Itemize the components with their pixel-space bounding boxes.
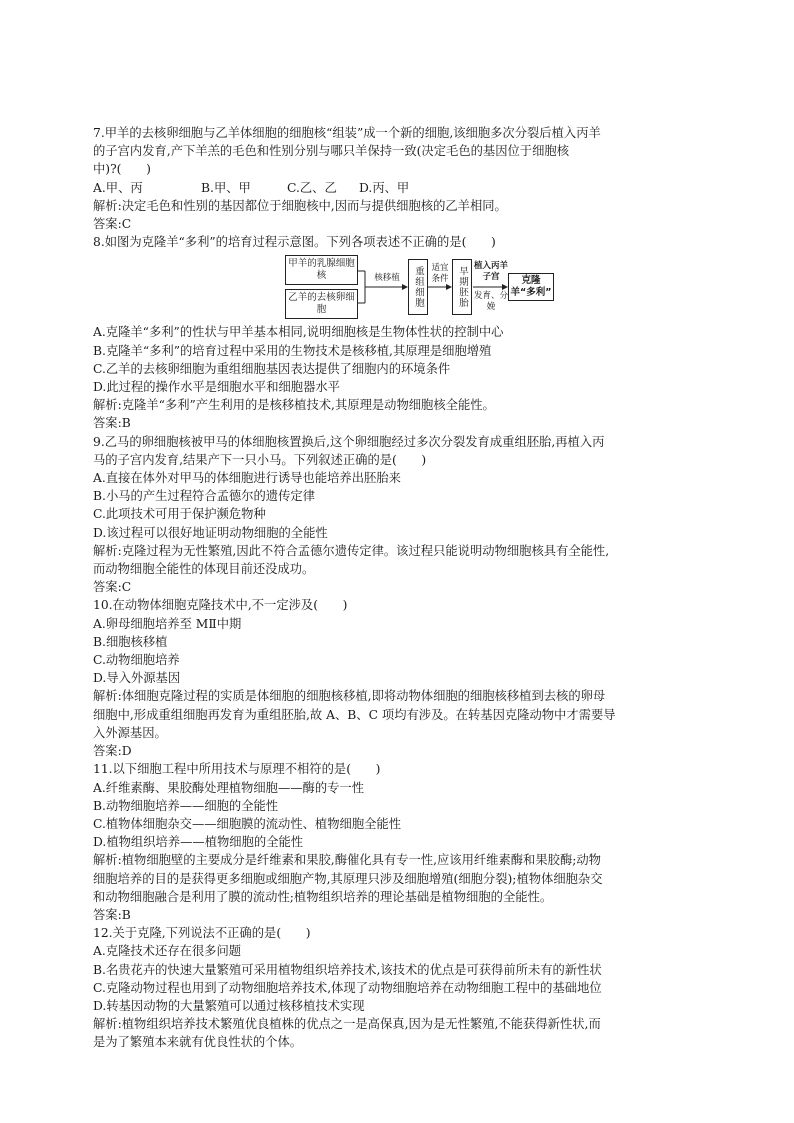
q8-analysis: 解析:克隆羊“多利”产生利用的是核移植技术,其原理是动物细胞核全能性。 [93,398,495,413]
q7-option-c: C.乙、乙 [287,180,337,195]
q9-option-c: C.此项技术可用于保护濒危物种 [93,507,266,522]
q7-options [93,179,713,197]
q12-option-b: B.名贵花卉的快速大量繁殖可采用植物组织培养技术,该技术的优点是可获得前所未有的新性状 [93,962,602,977]
q8-option-b: B.克隆羊“多利”的培育过程中采用的生物技术是核移植,其原理是细胞增殖 [93,343,492,358]
q11-option-b: B.动物细胞培养——细胞的全能性 [93,798,279,813]
diagram-connectors [93,253,713,321]
question-12 [93,924,713,1051]
q8-option-c: C.乙羊的去核卵细胞为重组细胞基因表达提供了细胞内的环境条件 [93,361,451,376]
q9-analysis-line-1: 解析:克隆过程为无性繁殖,因此不符合孟德尔遗传定律。该过程只能说明动物细胞核具有全能性, [93,543,610,558]
box-cloned-sheep-dolly: 克隆羊“多利” [508,273,554,301]
q7-stem-line-2: 的子宫内发育,产下羊羔的毛色和性别分别与哪只羊保持一致(决定毛色的基因位于细胞核 [93,144,569,159]
q11-option-d: D.植物组织培养——植物细胞的全能性 [93,835,304,850]
box-donor-nucleus: 甲羊的乳腺细胞核 [285,255,358,285]
q7-option-b: B.甲、甲 [201,180,251,195]
q9-stem-line-2: 马的子宫内发育,结果产下一只小马。下列叙述正确的是( ) [93,452,427,467]
label-implant-uterus: 植入丙羊子宫 [474,261,509,283]
q7-answer: 答案:C [93,217,132,232]
q11-stem: 11.以下细胞工程中所用技术与原理不相符的是( ) [93,762,381,777]
q8-option-a: A.克隆羊“多利”的性状与甲羊基本相同,说明细胞核是生物体性状的控制中心 [93,325,504,340]
question-10 [93,596,713,760]
box-enucleated-egg: 乙羊的去核卵细胞 [285,289,358,319]
q11-option-a: A.纤维素酶、果胶酶处理植物细胞——酶的专一性 [93,780,365,795]
q11-analysis-line-2: 细胞培养的目的是获得更多细胞或细胞产物,其原理只涉及细胞增殖(细胞分裂);植物体细胞杂交 [93,871,603,886]
question-7 [93,124,713,233]
q7-stem-line-3: 中)?( ) [93,162,151,177]
q8-answer: 答案:B [93,416,131,431]
q10-analysis-line-3: 入外源基因。 [93,725,167,740]
q7-option-a: A.甲、丙 [93,180,143,195]
q9-option-a: A.直接在体外对甲马的体细胞进行诱导也能培养出胚胎来 [93,471,401,486]
box-early-embryo-text: 早期胚胎 [457,266,468,309]
q7-option-d: D.丙、甲 [359,180,410,195]
question-9 [93,433,713,597]
q10-option-c: C.动物细胞培养 [93,653,180,668]
q9-answer: 答案:C [93,580,132,595]
q9-option-b: B.小马的产生过程符合孟德尔的遗传定律 [93,489,315,504]
q12-option-c: C.克隆动物过程也用到了动物细胞培养技术,体现了动物细胞培养在动物细胞工程中的基础地位 [93,980,602,995]
q11-analysis-line-1: 解析:植物细胞壁的主要成分是纤维素和果胶,酶催化具有专一性,应该用纤维素酶和果胶酶;动物 [93,853,601,868]
question-11 [93,760,713,924]
q7-stem-line-1: 7.甲羊的去核卵细胞与乙羊体细胞的细胞核“组装”成一个新的细胞,该细胞多次分裂后植入丙羊 [93,126,601,140]
q9-option-d: D.该过程可以很好地证明动物细胞的全能性 [93,525,328,540]
q10-stem: 10.在动物体细胞克隆技术中,不一定涉及( ) [93,598,348,613]
q12-option-a: A.克隆技术还存在很多问题 [93,944,242,959]
q11-option-c: C.植物体细胞杂交——细胞膜的流动性、植物细胞全能性 [93,816,402,831]
q10-option-a: A.卵母细胞培养至 MⅡ中期 [93,616,242,631]
document-page [93,124,713,1052]
box-recombinant-cell [408,259,428,315]
cloning-process-diagram [93,253,713,321]
q12-analysis-line-2: 是为了繁殖本来就有优良性状的个体。 [93,1035,303,1050]
q12-stem: 12.关于克隆,下列说法不正确的是( ) [93,926,311,941]
q10-analysis-line-2: 细胞中,形成重组细胞再发育为重组胚胎,故 A、B、C 项均有涉及。在转基因克隆动物中才需要导 [93,707,616,722]
q10-analysis-line-1: 解析:体细胞克隆过程的实质是体细胞的细胞核移植,即将动物体细胞的细胞核移植到去核的卵母 [93,689,606,704]
label-suitable-conditions: 适宜条件 [431,263,449,285]
q9-stem-line-1: 9.乙马的卵细胞核被甲马的体细胞核置换后,这个卵细胞经过多次分裂发育成重组胚胎,再植入丙 [93,434,605,449]
q12-analysis-line-1: 解析:植物组织培养技术繁殖优良植株的优点之一是高保真,因为是无性繁殖,不能获得新性状,而 [93,1017,601,1032]
label-develop-birth: 发育、分娩 [474,291,509,313]
q8-option-d: D.此过程的操作水平是细胞水平和细胞器水平 [93,380,340,395]
box-early-embryo [452,259,472,315]
q12-option-d: D.转基因动物的大量繁殖可以通过核移植技术实现 [93,998,365,1013]
q10-option-b: B.细胞核移植 [93,634,168,649]
question-8 [93,233,713,432]
q7-analysis: 解析:决定毛色和性别的基因都位于细胞核中,因而与提供细胞核的乙羊相同。 [93,198,507,213]
box-recombinant-cell-text: 重组细胞 [413,266,424,309]
q11-analysis-line-3: 和动物细胞融合是利用了膜的流动性;植物组织培养的理论基础是植物细胞的全能性。 [93,889,553,904]
q11-answer: 答案:B [93,907,131,922]
q10-option-d: D.导入外源基因 [93,671,181,686]
q8-stem: 8.如图为克隆羊“多利”的培育过程示意图。下列各项表述不正确的是( ) [93,235,496,250]
label-nuclear-transfer: 核移植 [374,273,400,284]
q9-analysis-line-2: 而动物细胞全能性的体现目前还没成功。 [93,562,315,577]
q10-answer: 答案:D [93,744,132,759]
